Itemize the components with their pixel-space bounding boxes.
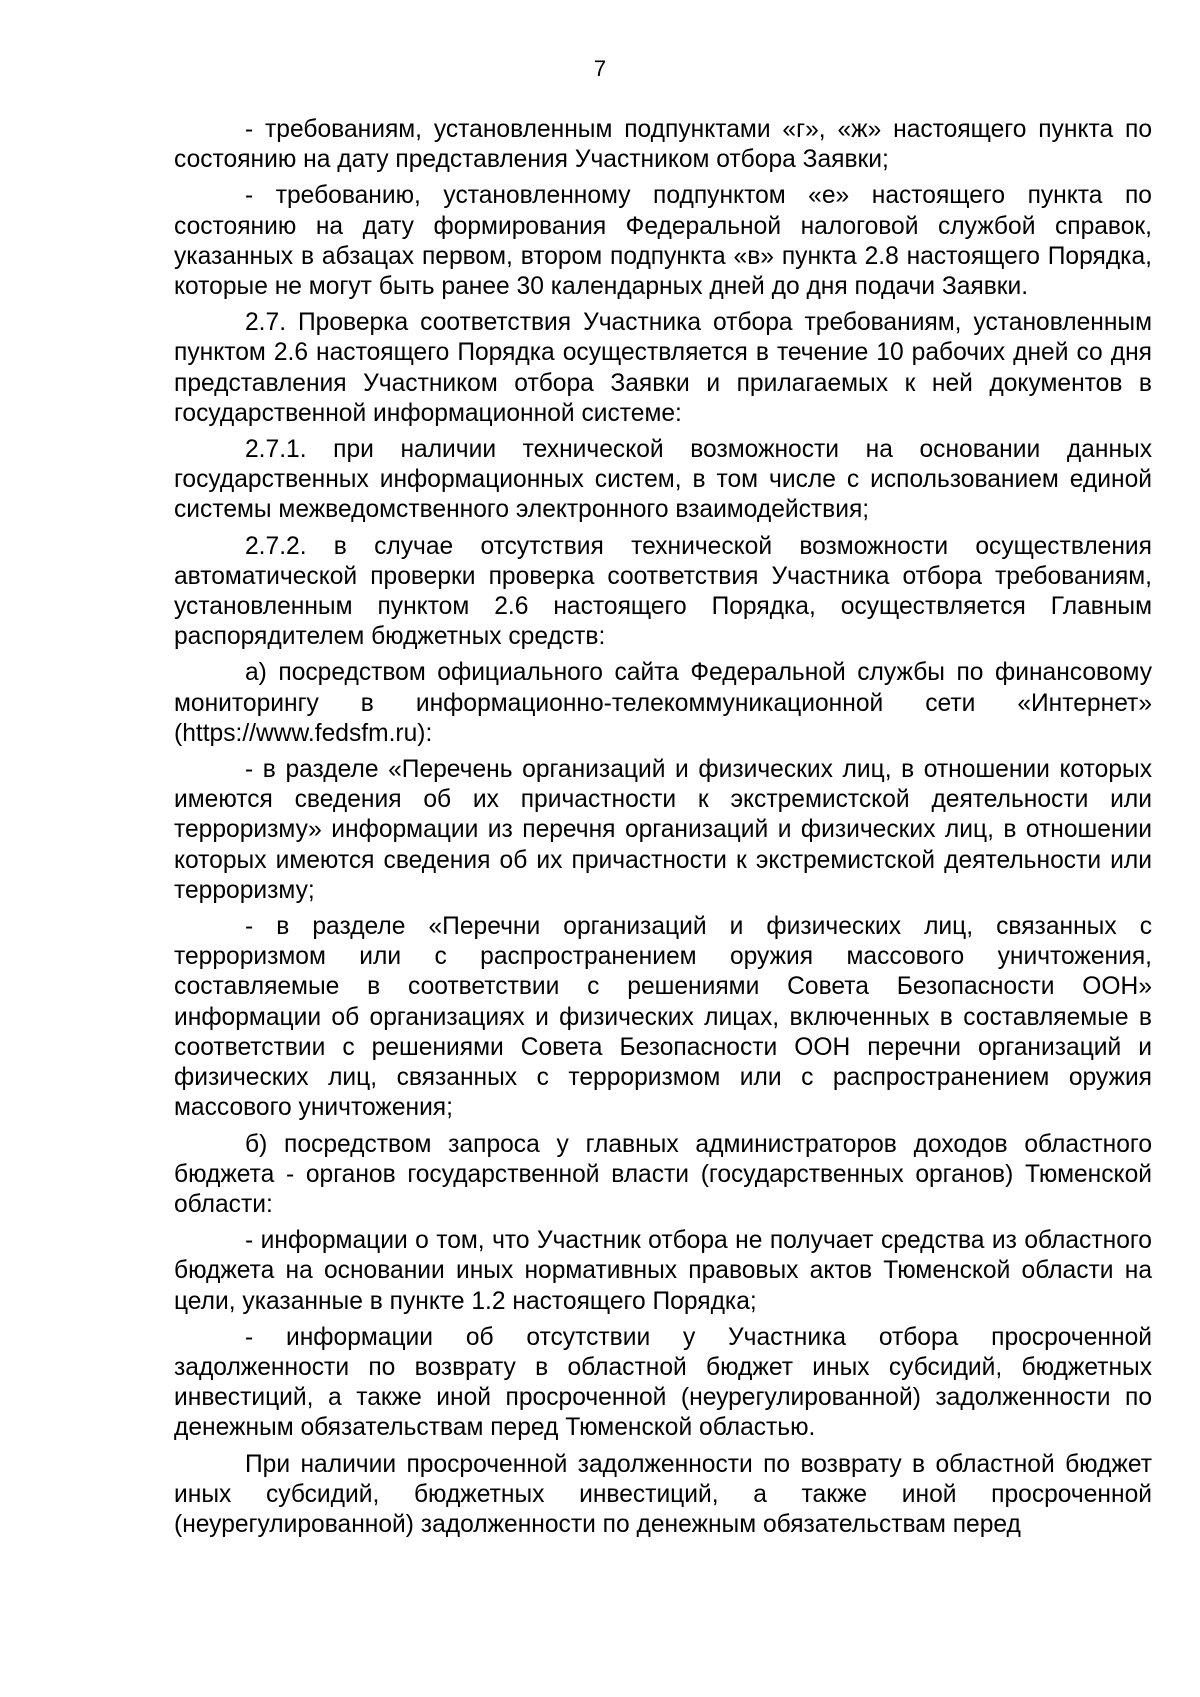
paragraph-no-budget-funds: - информации о том, что Участник отбора не получает средства из областного бюджета на основании иных нормативных правовых актов Тюменской области на цели, указанные в пункте 1.2 настоящего Порядка; [174, 1227, 1152, 1315]
paragraph-requirement-e: - требованию, установленному подпунктом «е» настоящего пункта по состоянию на дату формирования Федеральной налоговой службой справок, указанных в абзацах первом, втором подпункта «в» пункта 2.8 настоящего Порядка, которые не могут быть ранее 30 календарных дней до дня подачи Заявки. [174, 182, 1152, 301]
paragraph-extremism-list: - в разделе «Перечень организаций и физических лиц, в отношении которых имеются сведения об их причастности к экстремистской деятельности или терроризму» информации из перечня организаций и физических лиц, в отношении которых имеются сведения об их причастности к экстремистской деятельности или терроризму; [174, 756, 1152, 904]
paragraph-no-debt: - информации об отсутствии у Участника отбора просроченной задолженности по возврату в областной бюджет иных субсидий, бюджетных инвестиций, а также иной просроченной (неурегулированной) задолженности по денежным обязательствам перед Тюменской областью. [174, 1323, 1152, 1442]
paragraph-b-request: б) посредством запроса у главных администраторов доходов областного бюджета - органов государственной власти (государственных органов) Тюменской области: [174, 1130, 1152, 1218]
document-body [174, 115, 1152, 1546]
paragraph-requirements-g-zh: - требованиям, установленным подпунктами «г», «ж» настоящего пункта по состоянию на дату представления Участником отбора Заявки; [174, 116, 1152, 174]
paragraph-2-7-1: 2.7.1. при наличии технической возможности на основании данных государственных информационных систем, в том числе с использованием единой системы межведомственного электронного взаимодействия; [174, 436, 1152, 524]
paragraph-debt-present: При наличии просроченной задолженности по возврату в областной бюджет иных субсидий, бюджетных инвестиций, а также иной просроченной (неурегулированной) задолженности по денежным обязательствам перед [174, 1450, 1152, 1538]
page-number: 7 [593, 56, 607, 81]
paragraph-2-7-2: 2.7.2. в случае отсутствия технической возможности осуществления автоматической проверки проверка соответствия Участника отбора требованиям, установленным пунктом 2.6 настоящего Порядка, осуществляется Главным распорядителем бюджетных средств: [174, 532, 1152, 651]
paragraph-un-lists: - в разделе «Перечни организаций и физических лиц, связанных с терроризмом или с распространением оружия массового уничтожения, составляемые в соответствии с решениями Совета Безопасности ООН» информации об организациях и физических лицах, включенных в составляемые в соответствии с решениями Совета Безопасности ООН перечни организаций и физических лиц, связанных с терроризмом или с распространением оружия массового уничтожения; [174, 913, 1152, 1122]
paragraph-2-7: 2.7. Проверка соответствия Участника отбора требованиям, установленным пунктом 2.6 настоящего Порядка осуществляется в течение 10 рабочих дней со дня представления Участником отбора Заявки и прилагаемых к ней документов в государственной информационной системе: [174, 309, 1152, 427]
paragraph-a-fedsfm: а) посредством официального сайта Федеральной службы по финансовому мониторингу в информационно-телекоммуникационной сети «Интернет» (https://www.fedsfm.ru): [174, 659, 1152, 747]
